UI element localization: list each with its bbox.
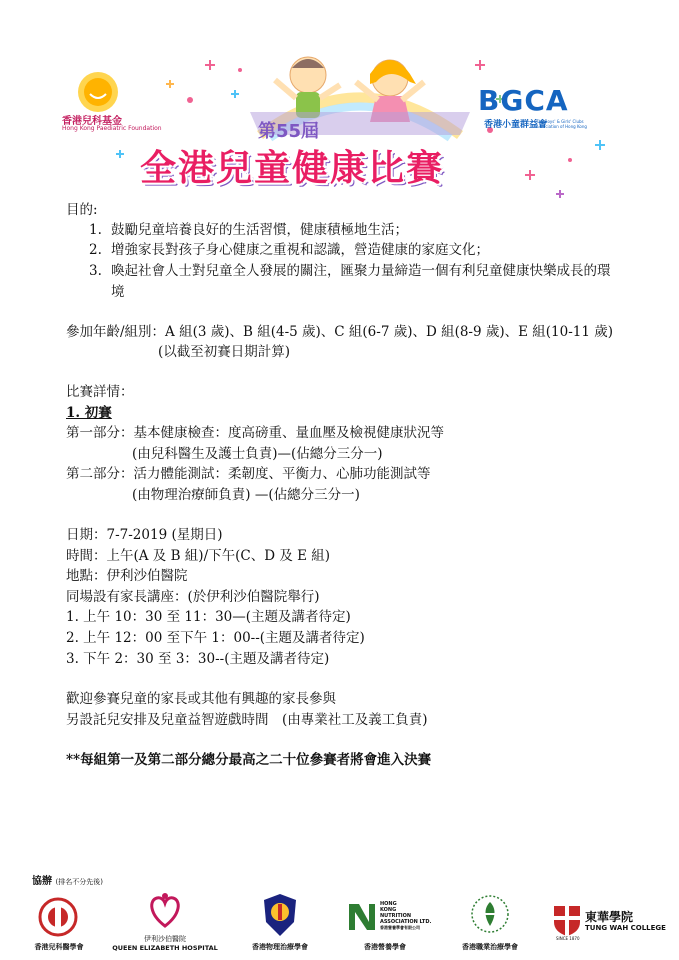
bgca-english-name: The Boys' & Girls' Clubs Association of Hong Kong: [536, 119, 587, 129]
event-venue: 地點：伊利沙伯醫院: [66, 568, 188, 584]
event-time: 時間：上午(A 及 B 組)/下午(C、D 及 E 組): [66, 548, 331, 564]
finals-note: **每組第一及第二部分總分最高之二十位參賽者將會進入決賽: [66, 752, 432, 768]
welcome-line-2: 另設託兒安排及兒童益智遊戲時間 (由專業社工及義工負責): [66, 712, 428, 728]
cohost-heading: [32, 872, 103, 887]
talk-item-3: 3. 下午 2：30 至 3：30--(主題及講者待定): [66, 651, 330, 667]
nutrition-en-line-4: ASSOCIATION LTD.: [380, 919, 432, 925]
ot-emblem-icon: [470, 894, 510, 934]
cohost-note: (排名不分先後): [55, 878, 103, 886]
aims-heading: 目的:: [66, 202, 98, 218]
age-groups-note: (以截至初賽日期計算): [158, 344, 291, 360]
details-heading: 比賽詳情：: [66, 384, 134, 400]
competition-title: 全港兒童健康比賽: [140, 148, 445, 189]
part1-text: 第一部分：基本健康檢查：度高磅重、量血壓及檢視健康狀況等: [66, 425, 444, 441]
talk-item-1: 1. 上午 10：30 至 11：30—(主題及講者待定): [66, 609, 351, 625]
welcome-line-1: 歡迎參賽兒童的家長或其他有興趣的家長參與: [66, 691, 336, 707]
talks-heading: 同場設有家長講座：(於伊利沙伯醫院舉行): [66, 589, 320, 605]
nutrition-en-line-2: KONG: [380, 907, 397, 913]
logo-label-twc-en: TUNG WAH COLLEGE: [585, 924, 666, 932]
physio-crest-icon: [262, 892, 298, 938]
heart-icon: [147, 890, 183, 930]
bgca-chinese-name: 香港小童群益會: [484, 120, 548, 130]
logo-label-twc: 東華學院: [585, 910, 634, 924]
aim-text-2: 增強家長對孩子身心健康之重視和認識，營造健康的家庭文化；: [111, 242, 489, 258]
nutrition-en-line-1: HONG: [380, 901, 397, 907]
cohost-label: 協辦: [32, 876, 52, 887]
prelim-heading: 1. 初賽: [66, 405, 112, 421]
aim-num-1: 1.: [89, 222, 102, 238]
logo-label-ot: 香港職業治療學會: [462, 943, 518, 951]
nutrition-en-line-3: NUTRITION: [380, 913, 412, 919]
twc-since: SINCE 1870: [556, 936, 580, 941]
nutrition-en-block: [380, 901, 431, 931]
hkpf-english-name: Hong Kong Paediatric Foundation: [62, 125, 162, 132]
age-groups: 參加年齡/組別：A 組(3 歲)、B 組(4-5 歲)、C 組(6-7 歲)、D 組(8-9 歲)、E 組(10-11 歲): [66, 324, 614, 340]
twc-shield-icon: [552, 904, 582, 938]
aim-num-3: 3.: [89, 263, 102, 279]
talk-item-2: 2. 上午 12：00 至下午 1：00--(主題及講者待定): [66, 630, 365, 646]
logo-label-hkcpaed: 香港兒科醫學會: [34, 943, 84, 951]
nutrition-logo-icon: [345, 900, 379, 934]
logo-label-qeh-en: QUEEN ELIZABETH HOSPITAL: [112, 944, 218, 952]
part2-note: (由物理治療師負責) —(佔總分三分一): [132, 487, 360, 503]
event-date: 日期：7-7-2019 (星期日): [66, 527, 223, 543]
logo-label-qeh: 伊利沙伯醫院: [144, 935, 186, 943]
logo-label-nutrition: 香港營養學會: [364, 943, 406, 951]
hkcpaed-crest-icon: [38, 897, 78, 937]
part1-note: (由兒科醫生及護士負責)—(佔總分三分一): [132, 446, 383, 462]
logo-label-physio: 香港物理治療學會: [252, 943, 308, 951]
bgca-logo-text: BGCA: [478, 84, 569, 117]
part2-text: 第二部分：活力體能測試：柔韌度、平衡力、心肺功能測試等: [66, 466, 431, 482]
aim-num-2: 2.: [89, 242, 102, 258]
hkpf-sun-icon: [78, 72, 118, 112]
hkpf-name: 香港兒科基金: [62, 116, 122, 127]
aim-text-3: 喚起社會人士對兒童全人發展的關注，匯聚力量締造一個有利兒童健康快樂成長的環: [111, 263, 611, 279]
aim-text-3-cont: 境: [111, 284, 125, 300]
aim-text-1: 鼓勵兒童培養良好的生活習慣，健康積極地生活；: [111, 222, 408, 238]
nutrition-cn-small: 香港營養學會有限公司: [380, 925, 420, 930]
edition-label: 第55屆: [258, 121, 320, 142]
